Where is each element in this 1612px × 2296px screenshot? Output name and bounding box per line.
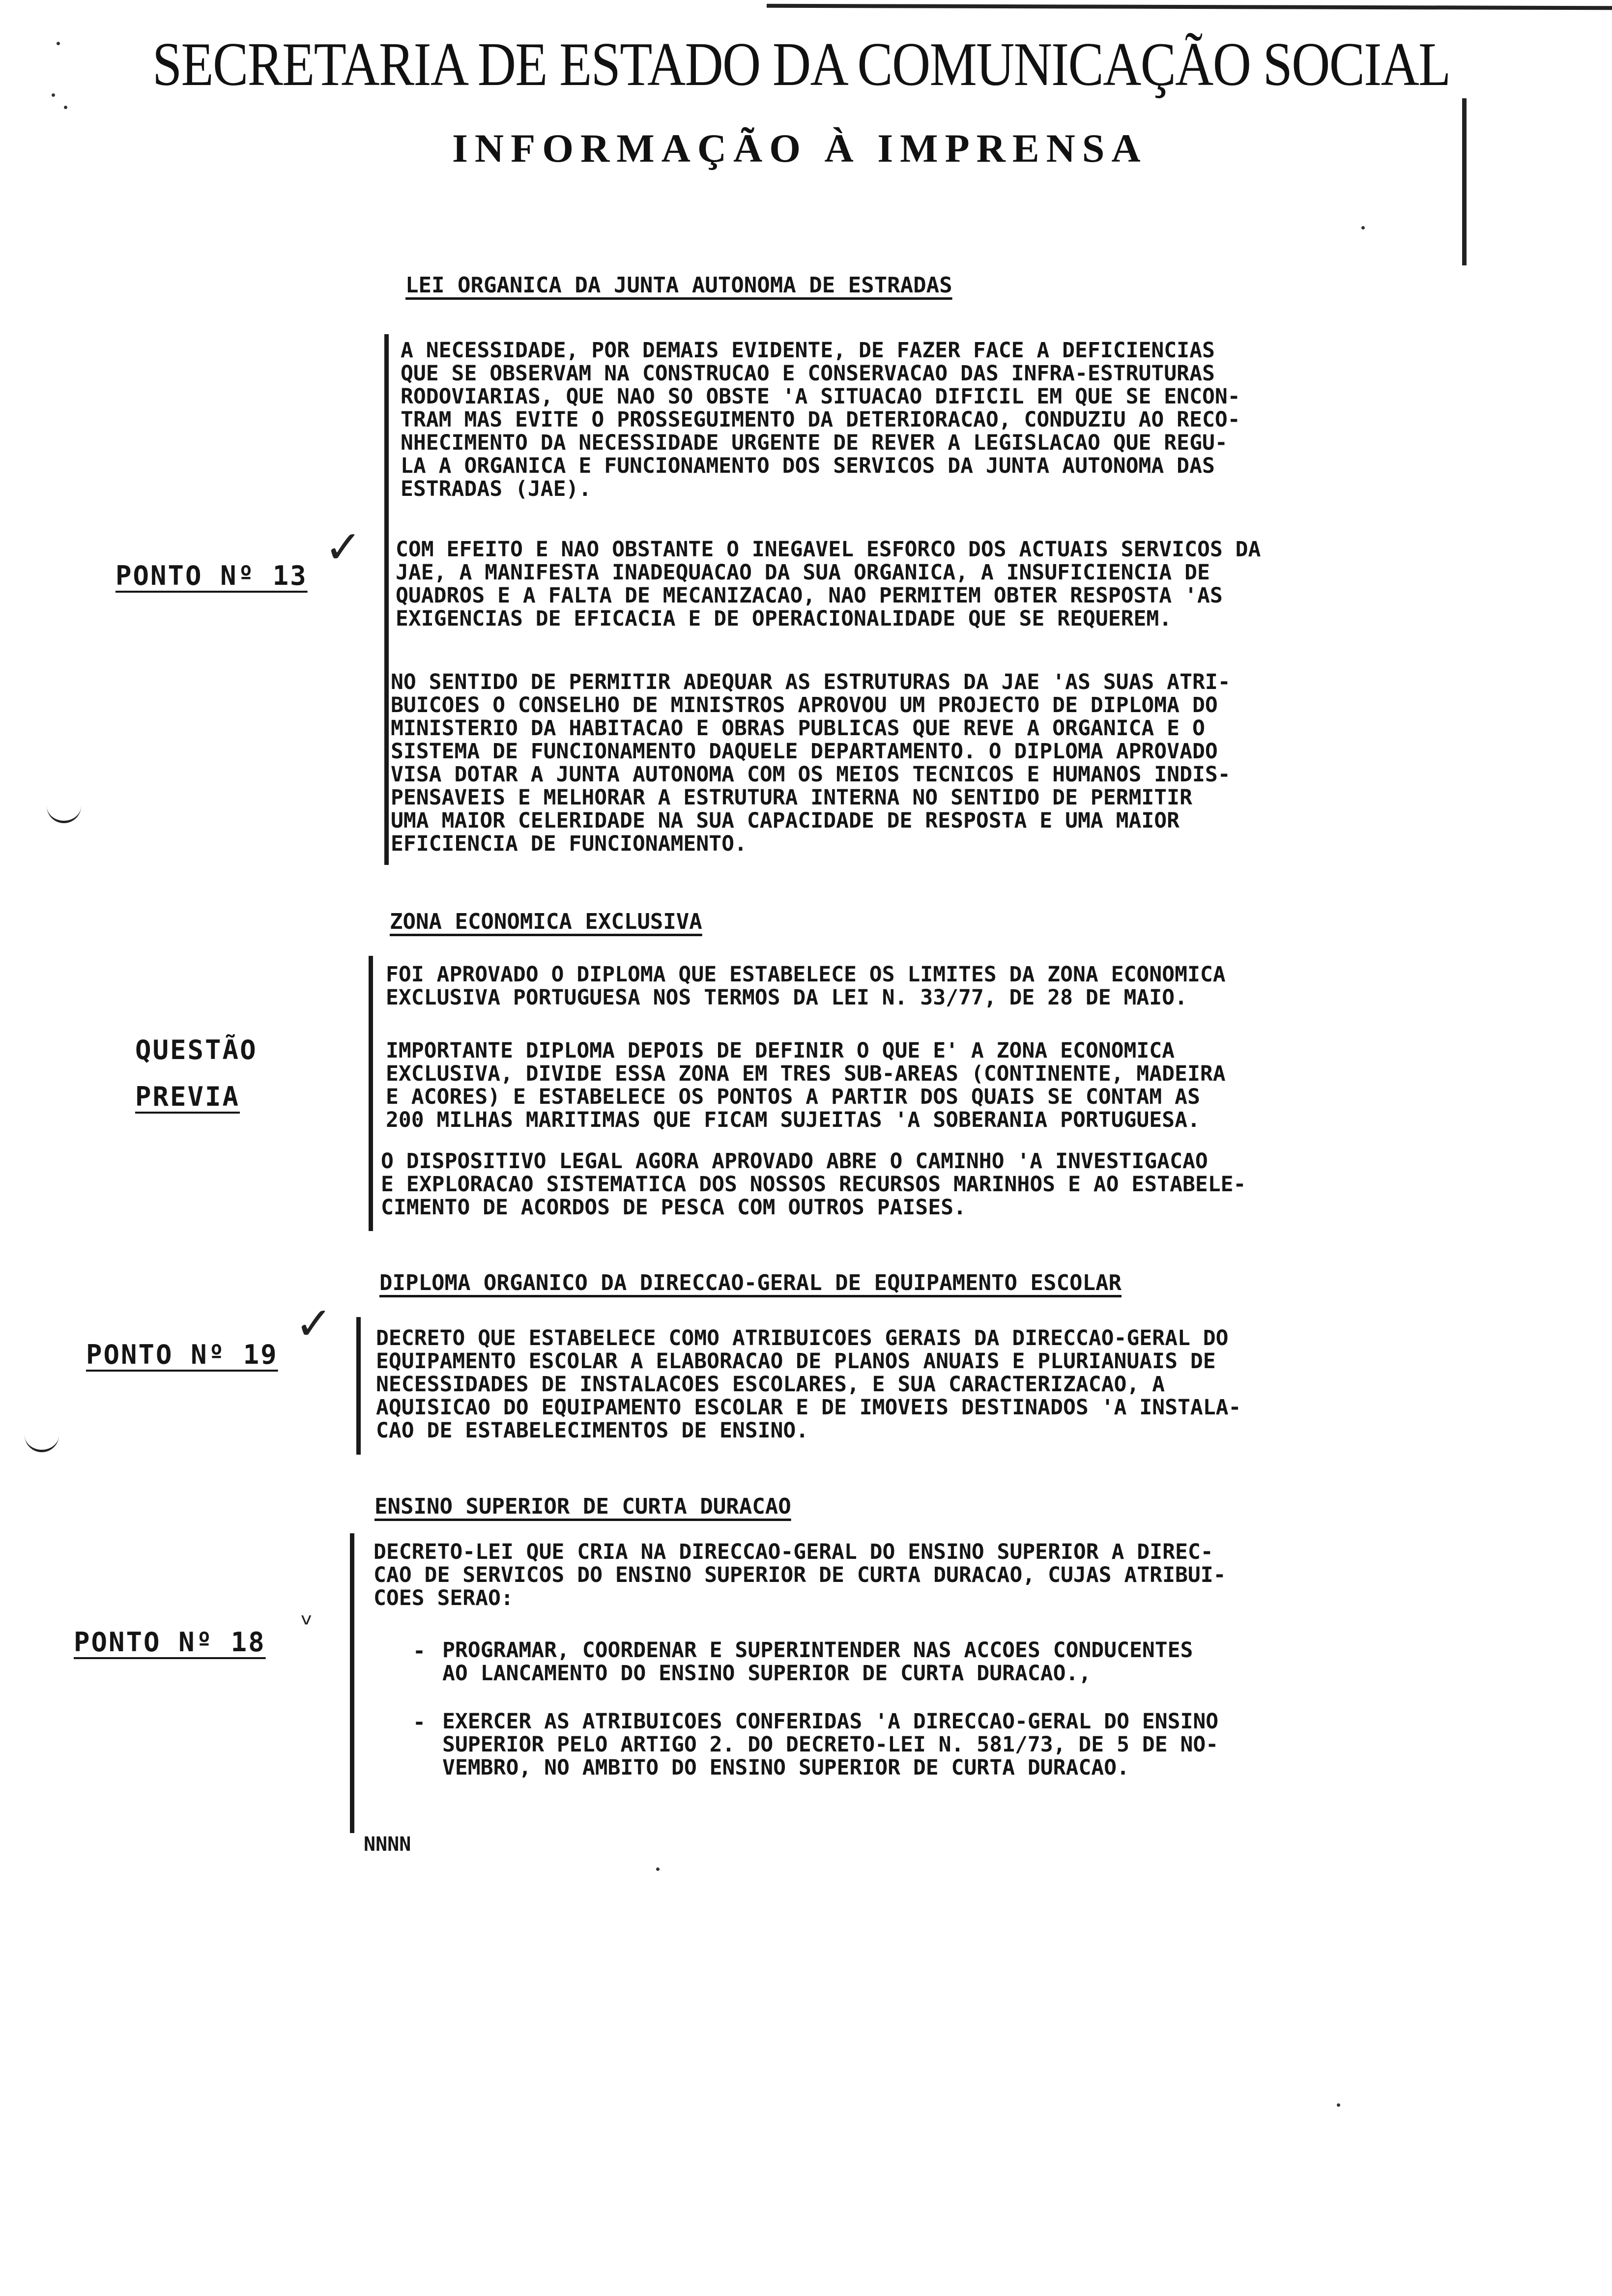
paragraph: IMPORTANTE DIPLOMA DEPOIS DE DEFINIR O QUE E' A ZONA ECONOMICA EXCLUSIVA, DIVIDE ESSA ZONA EM TRES SUB-AREAS (CONTINENTE, MADEIRA E ACORES) E ESTABELECE OS PONTOS A PARTIR DOS QUAIS SE CONTAM AS 200 MILHAS MARITIMAS QUE FICAM SUJEITAS 'A SOBERANIA PORTUGUESA.: [386, 1038, 1226, 1132]
paragraph: A NECESSIDADE, POR DEMAIS EVIDENTE, DE FAZER FACE A DEFICIENCIAS QUE SE OBSERVAM NA CONSTRUCAO E CONSERVACAO DAS INFRA-ESTRUTURAS RODOVIARIAS, QUE NAO SO OBSTE 'A SITUACAO DIFICIL EM QUE SE ENCON- TRAM MAS EVITE O PROSSEGUIMENTO DA DETERIORACAO, CONDUZIU AO RECO- NHECIMENTO DA NECESSIDADE URGENTE DE REVER A LEGISLACAO QUE REGU- LA A ORGANICA E FUNCIONAMENTO DOS SERVICOS DA JUNTA AUTONOMA DAS ESTRADAS (JAE).: [401, 338, 1240, 501]
small-check-mark-icon: ᵛ: [301, 1607, 314, 1641]
scan-speck: [57, 42, 60, 45]
top-rule: [767, 4, 1612, 10]
margin-bar: [384, 334, 389, 865]
paragraph: DECRETO QUE ESTABELECE COMO ATRIBUICOES GERAIS DA DIRECCAO-GERAL DO EQUIPAMENTO ESCOLAR A ELABORACAO DE PLANOS ANUAIS E PLURIANUAIS DE NECESSIDADES DE INSTALACOES ESCOLARES, E SUA CARACTERIZACAO, A AQUISICAO DO EQUIPAMENTO ESCOLAR E DE IMOVEIS DESTINADOS 'A INSTALA- CAO DE ESTABELECIMENTOS DE ENSINO.: [376, 1326, 1241, 1443]
paragraph: O DISPOSITIVO LEGAL AGORA APROVADO ABRE O CAMINHO 'A INVESTIGACAO E EXPLORACAO SISTEMATICA DOS NOSSOS RECURSOS MARINHOS E AO ESTABELE- CIMENTO DE ACORDOS DE PESCA COM OUTROS PAISES.: [381, 1149, 1246, 1220]
pencil-arc-mark: [25, 1435, 59, 1452]
right-margin-rule: [1462, 98, 1467, 265]
document-subtitle: INFORMAÇÃO À IMPRENSA: [452, 126, 1148, 171]
margin-label-ponto-19: PONTO Nº 19: [86, 1339, 278, 1370]
margin-bar: [350, 1533, 354, 1833]
scan-speck: [1361, 226, 1365, 230]
bullet-dash: -: [413, 1639, 426, 1664]
end-marker: NNNN: [364, 1833, 411, 1856]
scan-speck: [52, 93, 55, 97]
check-mark-icon: ✓: [295, 1297, 333, 1350]
scan-speck: [656, 1867, 660, 1871]
bullet-item: EXERCER AS ATRIBUICOES CONFERIDAS 'A DIRECCAO-GERAL DO ENSINO SUPERIOR PELO ARTIGO 2. DO DECRETO-LEI N. 581/73, DE 5 DE NO- VEMBRO, NO AMBITO DO ENSINO SUPERIOR DE CURTA DURACAO.: [442, 1709, 1219, 1780]
margin-bar: [369, 956, 373, 1231]
bullet-item: PROGRAMAR, COORDENAR E SUPERINTENDER NAS ACCOES CONDUCENTES AO LANCAMENTO DO ENSINO SUPERIOR DE CURTA DURACAO.,: [442, 1638, 1193, 1686]
section-heading-ensino: ENSINO SUPERIOR DE CURTA DURACAO: [374, 1494, 791, 1519]
scan-speck: [1337, 2103, 1340, 2107]
scan-speck: [64, 106, 67, 109]
section-heading-jae: LEI ORGANICA DA JUNTA AUTONOMA DE ESTRADAS: [405, 273, 952, 298]
section-heading-equipamento: DIPLOMA ORGANICO DA DIRECCAO-GERAL DE EQUIPAMENTO ESCOLAR: [379, 1270, 1122, 1295]
paragraph: NO SENTIDO DE PERMITIR ADEQUAR AS ESTRUTURAS DA JAE 'AS SUAS ATRI- BUICOES O CONSELHO DE MINISTROS APROVOU UM PROJECTO DE DIPLOMA DO MINISTERIO DA HABITACAO E OBRAS PUBLICAS QUE REVE A ORGANICA E O SISTEMA DE FUNCIONAMENTO DAQUELE DEPARTAMENTO. O DIPLOMA APROVADO VISA DOTAR A JUNTA AUTONOMA COM OS MEIOS TECNICOS E HUMANOS INDIS- PENSAVEIS E MELHORAR A ESTRUTURA INTERNA NO SENTIDO DE PERMITIR UMA MAIOR CELERIDADE NA SUA CAPACIDADE DE RESPOSTA E UMA MAIOR EFICIENCIA DE FUNCIONAMENTO.: [391, 670, 1231, 856]
paragraph: DECRETO-LEI QUE CRIA NA DIRECCAO-GERAL DO ENSINO SUPERIOR A DIREC- CAO DE SERVICOS DO ENSINO SUPERIOR DE CURTA DURACAO, CUJAS ATRIBUI- COES SERAO:: [374, 1540, 1226, 1610]
bullet-dash: -: [413, 1710, 426, 1735]
section-heading-zee: ZONA ECONOMICA EXCLUSIVA: [390, 909, 702, 934]
pencil-arc-mark: [47, 806, 81, 823]
margin-label-previa: PREVIA: [135, 1081, 240, 1112]
margin-label-ponto-18: PONTO Nº 18: [74, 1627, 266, 1658]
check-mark-icon: ✓: [324, 521, 363, 574]
agency-title: SECRETARIA DE ESTADO DA COMUNICAÇÃO SOCIAL: [152, 30, 1450, 99]
margin-label-ponto-13: PONTO Nº 13: [115, 560, 308, 591]
margin-bar: [356, 1317, 361, 1455]
margin-label-questao: QUESTÃO: [135, 1034, 258, 1065]
paragraph: COM EFEITO E NAO OBSTANTE O INEGAVEL ESFORCO DOS ACTUAIS SERVICOS DA JAE, A MANIFESTA INADEQUACAO DA SUA ORGANICA, A INSUFICIENCIA DE QUADROS E A FALTA DE MECANIZACAO, NAO PERMITEM OBTER RESPOSTA 'AS EXIGENCIAS DE EFICACIA E DE OPERACIONALIDADE QUE SE REQUEREM.: [396, 537, 1261, 631]
paragraph: FOI APROVADO O DIPLOMA QUE ESTABELECE OS LIMITES DA ZONA ECONOMICA EXCLUSIVA PORTUGUESA NOS TERMOS DA LEI N. 33/77, DE 28 DE MAIO.: [386, 962, 1226, 1010]
